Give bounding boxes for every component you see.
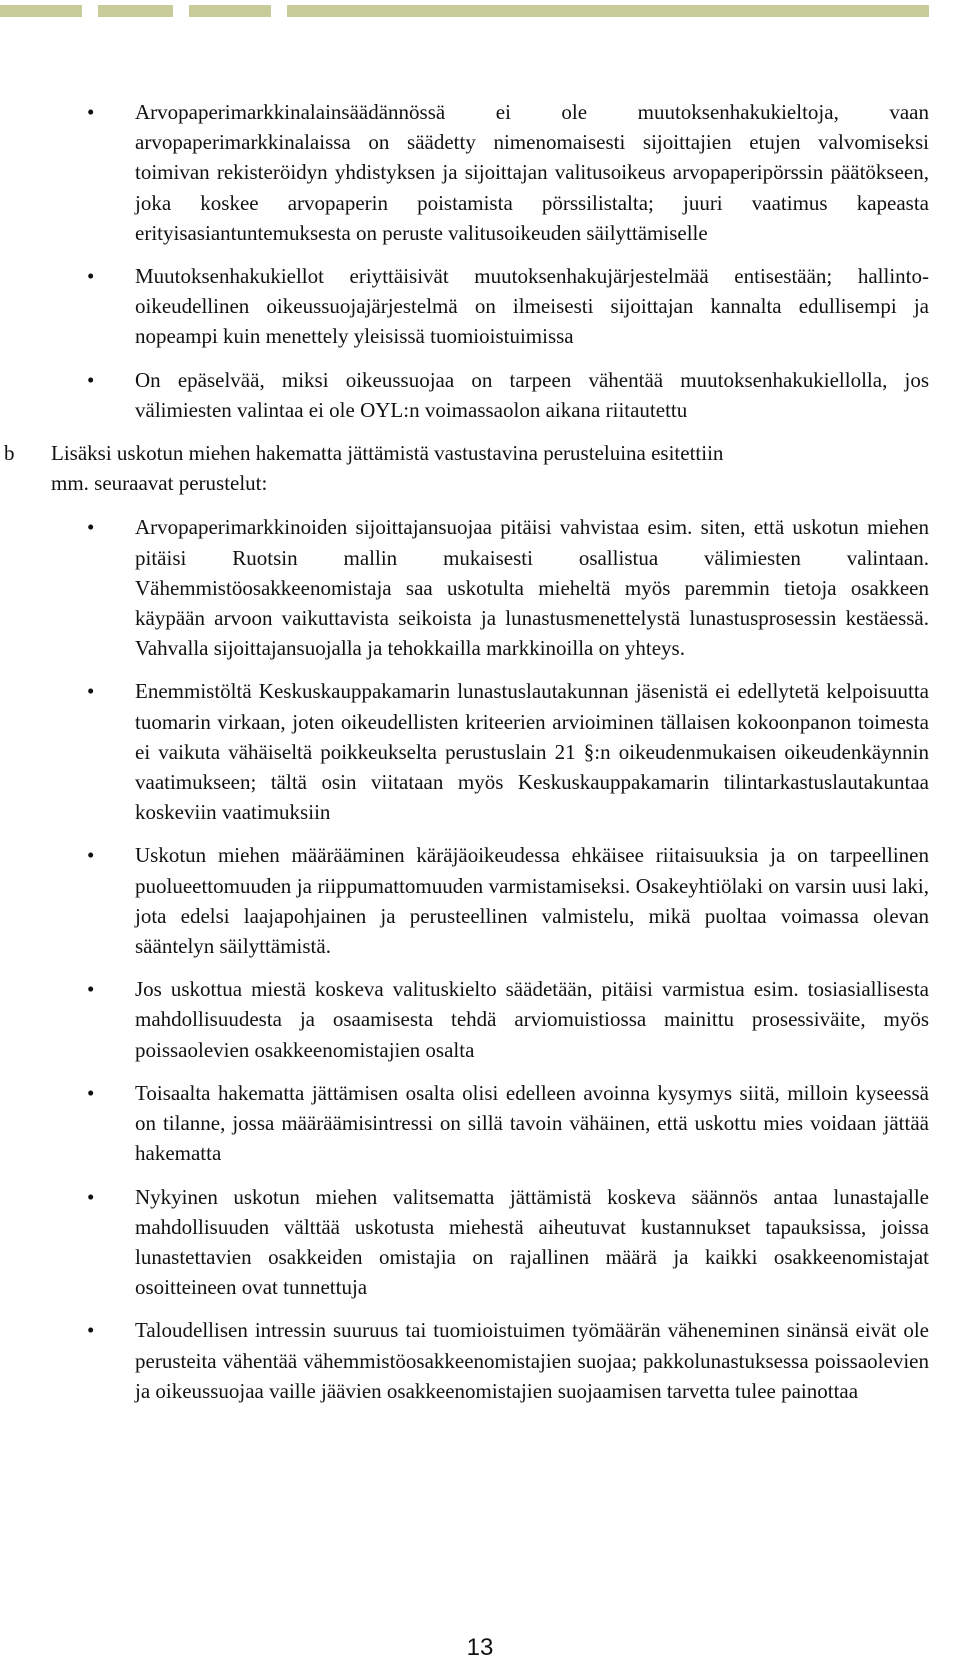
list-item-text: Toisaalta hakematta jättämisen osalta olisi edelleen avoinna kysymys siitä, milloin kyseessä on tilanne, jossa määräämisintressi on sillä tavoin vähäinen, että uskottu mies voidaan jättää hakematta xyxy=(135,1080,929,1166)
bullet-icon: • xyxy=(87,977,95,1002)
header-bar-segment xyxy=(98,5,173,17)
list-item xyxy=(0,1078,960,1169)
header-bar-segment xyxy=(189,5,271,17)
bullet-icon: • xyxy=(87,264,95,289)
list-item xyxy=(0,840,960,961)
bullet-icon: • xyxy=(87,1318,95,1343)
bullet-icon: • xyxy=(87,515,95,540)
list-item-text: Nykyinen uskotun miehen valitsematta jättämistä koskeva säännös antaa lunastajalle mahdollisuuden välttää uskotusta miehestä aiheutuvat kustannukset tapauksissa, joissa lunastettavien osakkeiden omistajia on rajallinen määrä ja kaikki osakkeenomistajat osoitteineen ovat tunnettuja xyxy=(135,1184,929,1300)
list-item-text: Muutoksenhakukiellot eriyttäisivät muutoksenhakujärjestelmää entisestään; hallinto-oikeudellinen oikeussuojajärjestelmä on ilmeisesti sijoittajan kannalta edullisempi ja nopeampi kuin menettely yleisissä tuomioistuimissa xyxy=(135,264,929,349)
list-item xyxy=(0,97,960,248)
list-item xyxy=(0,512,960,663)
header-decoration-bar xyxy=(0,5,945,17)
list-item-text: Taloudellisen intressin suuruus tai tuomioistuimen työmäärän väheneminen sinänsä eivät ole perusteita vähentää vähemmistöosakkeenomistajien suojaa; pakkolunastuksessa poissaolevien ja oikeussuojaa vaille jäävien osakkeenomistajien suojaamisen tarvetta tulee painottaa xyxy=(135,1318,929,1403)
bullet-icon: • xyxy=(87,367,95,392)
list-item xyxy=(0,676,960,827)
list-item-text: On epäselvää, miksi oikeussuojaa on tarpeen vähentää muutoksenhakukiellolla, jos välimiesten valintaa ei ole OYL:n voimassaolon aikana riitautettu xyxy=(135,367,929,422)
list-item-text: Enemmistöltä Keskuskauppakamarin lunastuslautakunnan jäsenistä ei edellytetä kelpoisuutta tuomarin virkaan, joten oikeudellisten kriteerien arvioiminen tällaisen kokoonpanon toimesta ei vaikuta vähäiseltä poikkeukselta perustuslain 21 §:n oikeudenmukaisen oikeudenkäynnin vaatimukseen; tältä osin viitataan myös Keskuskauppakamarin tilintarkastuslautakuntaa koskeviin vaatimuksiin xyxy=(135,679,929,825)
list-item-text: Arvopaperimarkkinoiden sijoittajansuojaa pitäisi vahvistaa esim. siten, että uskotun miehen pitäisi Ruotsin mallin mukaisesti osallistua välimiesten valintaan. Vähemmistöosakkeenomistaja saa uskotulta mieheltä myös paremmin tietoja osakkeen käypään arvoon vaikuttavista seikoista ja lunastusmenettelystä lunastusprosessin kestäessä. Vahvalla sijoittajansuojalla ja tehokkailla markkinoilla on yhteys. xyxy=(135,515,929,661)
bullet-icon: • xyxy=(87,1080,95,1105)
list-item xyxy=(0,1182,960,1303)
page-number: 13 xyxy=(466,1634,494,1661)
list-item xyxy=(0,261,960,352)
bullet-list-a xyxy=(0,97,960,425)
header-bar-segment xyxy=(0,5,82,17)
list-item xyxy=(0,365,960,425)
list-item-text: Arvopaperimarkkinalainsäädännössä ei ole muutoksenhakukieltoja, vaan arvopaperimarkkinalaissa on säädetty nimenomaisesti sijoittajien etujen valvomiseksi toimivan rekisteröidyn yhdistyksen ja sijoittajan valitusoikeus arvopaperipörssin päätökseen, joka koskee arvopaperin poistamista pörssilistalta; juuri vaatimus kapeasta erityisasiantuntemuksesta on peruste valitusoikeuden säilyttämiselle xyxy=(135,100,929,245)
header-bar-segment xyxy=(287,5,929,17)
section-b-line-2: mm. seuraavat perustelut: xyxy=(51,471,268,496)
bullet-list-b xyxy=(0,512,960,1405)
list-item-text: Uskotun miehen määrääminen käräjäoikeudessa ehkäisee riitaisuuksia ja on tarpeellinen puolueettomuuden ja riippumattomuuden varmistamiseksi. Osakeyhtiölaki on varsin uusi laki, jota edelsi laajapohjainen ja perusteellinen valmistelu, mikä puoltaa voimassa olevan sääntelyn säilyttämistä. xyxy=(135,843,929,959)
section-b-paragraph xyxy=(0,438,960,498)
list-item xyxy=(0,1315,960,1406)
list-item xyxy=(0,974,960,1065)
section-marker: b xyxy=(4,441,15,466)
bullet-icon: • xyxy=(87,1184,95,1209)
section-b-line-1: Lisäksi uskotun miehen hakematta jättämistä vastustavina perusteluina esitettiin xyxy=(51,441,724,466)
bullet-icon: • xyxy=(87,679,95,704)
bullet-icon: • xyxy=(87,843,95,868)
list-item-text: Jos uskottua miestä koskeva valituskielto säädetään, pitäisi varmistua esim. tosiasiallisesta mahdollisuudesta ja osaamisesta tehdä arviomuistiossa mainittu prosessiväite, myös poissaolevien osakkeenomistajien osalta xyxy=(135,977,929,1062)
bullet-icon: • xyxy=(87,100,95,124)
page-content xyxy=(0,97,960,1419)
